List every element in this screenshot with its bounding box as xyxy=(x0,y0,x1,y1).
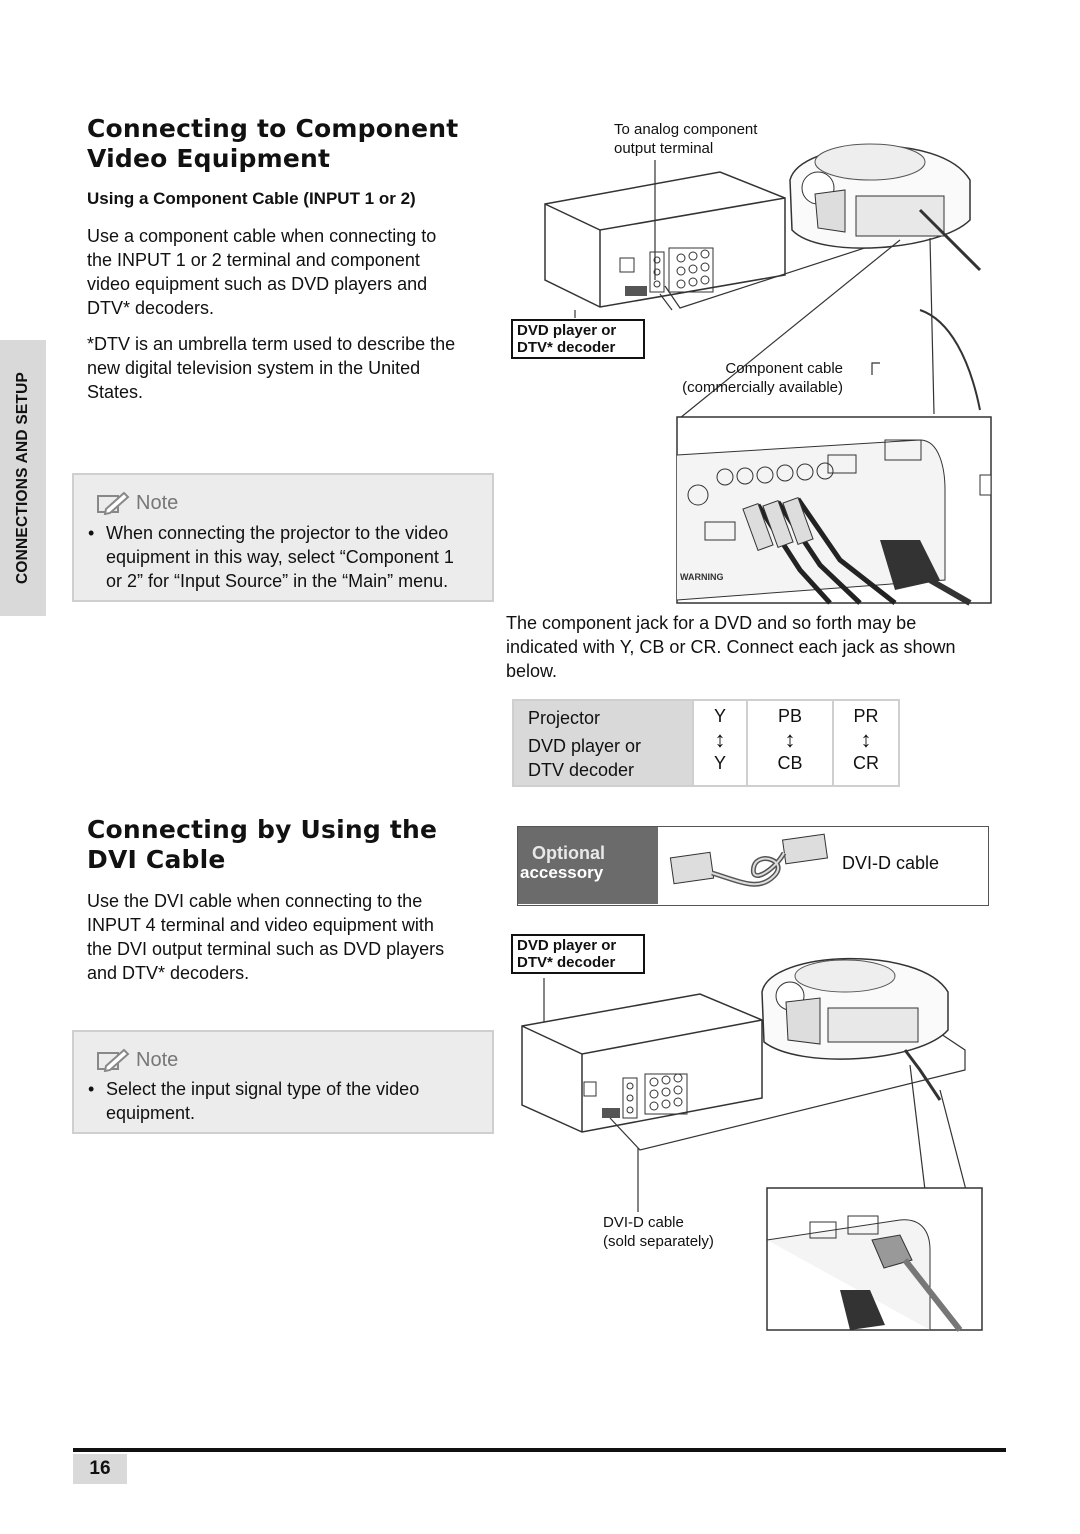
text-line: • When connecting the projector to the video xyxy=(106,523,449,543)
jack-bottom-label: Y xyxy=(713,753,726,773)
jack-row-projector: Projector xyxy=(528,708,601,728)
section1-title xyxy=(87,114,458,174)
note-box-component xyxy=(72,473,494,602)
side-tab-label: CONNECTIONS AND SETUP xyxy=(14,371,31,585)
figure-dvi-connection xyxy=(500,950,990,1340)
jack-mapping-table xyxy=(512,699,900,787)
jack-col-y xyxy=(694,706,746,774)
text-line: indicated with Y, CB or CR. Connect each jack as shown xyxy=(506,637,956,657)
text-line: The component jack for a DVD and so forth may be xyxy=(506,613,917,633)
dtv-footnote xyxy=(87,332,455,404)
optional-item-name: DVI-D cable xyxy=(842,853,940,873)
text-line: the INPUT 1 or 2 terminal and component xyxy=(87,250,420,270)
text-line: DTV* decoder xyxy=(517,339,616,356)
text-line: below. xyxy=(506,661,558,681)
text-line: and DTV* decoders. xyxy=(87,963,250,983)
footer-rule xyxy=(73,1448,1006,1452)
jack-description xyxy=(506,611,956,683)
optional-tag-line1: Optional xyxy=(532,843,605,863)
text-line: • Select the input signal type of the video xyxy=(106,1079,420,1099)
text-line: output terminal xyxy=(614,140,714,157)
double-arrow-icon: ↕ xyxy=(784,727,796,752)
note-list xyxy=(86,521,482,593)
text-line: (sold separately) xyxy=(603,1233,714,1250)
warning-label: WARNING xyxy=(680,572,724,582)
text-line: or 2” for “Input Source” in the “Main” menu. xyxy=(106,571,449,591)
text-line: To analog component xyxy=(614,121,758,138)
text-line: DTV* decoder xyxy=(517,954,616,971)
projector-illustration xyxy=(790,144,980,270)
jack-bottom-label: CB xyxy=(777,753,803,773)
pencil-note-icon xyxy=(96,491,130,515)
section1-paragraph xyxy=(87,224,436,320)
text-line: (commercially available) xyxy=(682,379,843,396)
jack-top-label: Y xyxy=(713,706,726,726)
dvd-player-label xyxy=(511,319,645,359)
optional-tag-line2: accessory xyxy=(520,863,604,882)
jack-top-label: PR xyxy=(853,706,879,726)
text-line: Component cable xyxy=(725,360,843,377)
text-line: video equipment such as DVD players and xyxy=(87,274,428,294)
text-line: equipment. xyxy=(106,1103,196,1123)
text-line: the DVI output terminal such as DVD players xyxy=(87,939,445,959)
text-line: DTV decoder xyxy=(528,760,635,780)
text-line: DTV* decoders. xyxy=(87,298,215,318)
jack-col-pb xyxy=(748,706,832,774)
jack-bottom-label: CR xyxy=(853,753,879,773)
section2-title-line1: Connecting by Using the xyxy=(87,815,438,844)
dvi-cable-label xyxy=(603,1213,714,1251)
analog-output-callout xyxy=(614,120,757,158)
page-number: 16 xyxy=(73,1454,127,1484)
note-item xyxy=(86,521,482,593)
projector-illustration-2 xyxy=(762,959,948,1100)
zoom-detail-illustration-2 xyxy=(767,1188,982,1330)
zoom-detail-illustration xyxy=(677,417,991,603)
text-line: new digital television system in the United xyxy=(87,358,421,378)
note-heading-text: Note xyxy=(136,1048,179,1071)
text-line: DVD player or xyxy=(517,937,617,954)
double-arrow-icon: ↕ xyxy=(860,727,872,752)
text-line: DVD player or xyxy=(528,736,642,756)
note-item xyxy=(86,1077,482,1125)
pencil-note-icon xyxy=(96,1048,130,1072)
note-heading xyxy=(96,1048,178,1072)
note-heading-text: Note xyxy=(136,491,179,514)
optional-tag xyxy=(518,827,658,904)
text-line: DVD player or xyxy=(517,322,617,339)
section2-title-line2: DVI Cable xyxy=(87,845,226,874)
section1-subheading: Using a Component Cable (INPUT 1 or 2) xyxy=(87,189,416,208)
text-line: DVI-D cable xyxy=(603,1214,684,1231)
note-box-dvi xyxy=(72,1030,494,1134)
text-line: INPUT 4 terminal and video equipment with xyxy=(87,915,434,935)
dvd-player-illustration-2 xyxy=(522,994,762,1132)
text-line: equipment in this way, select “Component 1 xyxy=(106,547,454,567)
note-heading xyxy=(96,491,178,515)
note-list xyxy=(86,1077,482,1125)
text-line: States. xyxy=(87,382,144,402)
optional-accessory-box xyxy=(517,826,989,906)
dvi-diagram xyxy=(500,950,990,1340)
text-line: Use a component cable when connecting to xyxy=(87,226,437,246)
section1-title-line2: Video Equipment xyxy=(87,144,331,173)
jack-row-dvd xyxy=(528,734,641,782)
section1-title-line1: Connecting to Component xyxy=(87,114,459,143)
text-line: Use the DVI cable when connecting to the xyxy=(87,891,423,911)
dvi-cable-icon xyxy=(664,831,844,901)
section2-title xyxy=(87,815,437,875)
text-line: *DTV is an umbrella term used to describe the xyxy=(87,334,456,354)
double-arrow-icon: ↕ xyxy=(714,727,726,752)
section2-paragraph xyxy=(87,889,444,985)
side-tab xyxy=(0,340,46,616)
jack-top-label: PB xyxy=(777,706,802,726)
jack-col-pr xyxy=(834,706,898,774)
component-cable-label xyxy=(655,359,843,397)
